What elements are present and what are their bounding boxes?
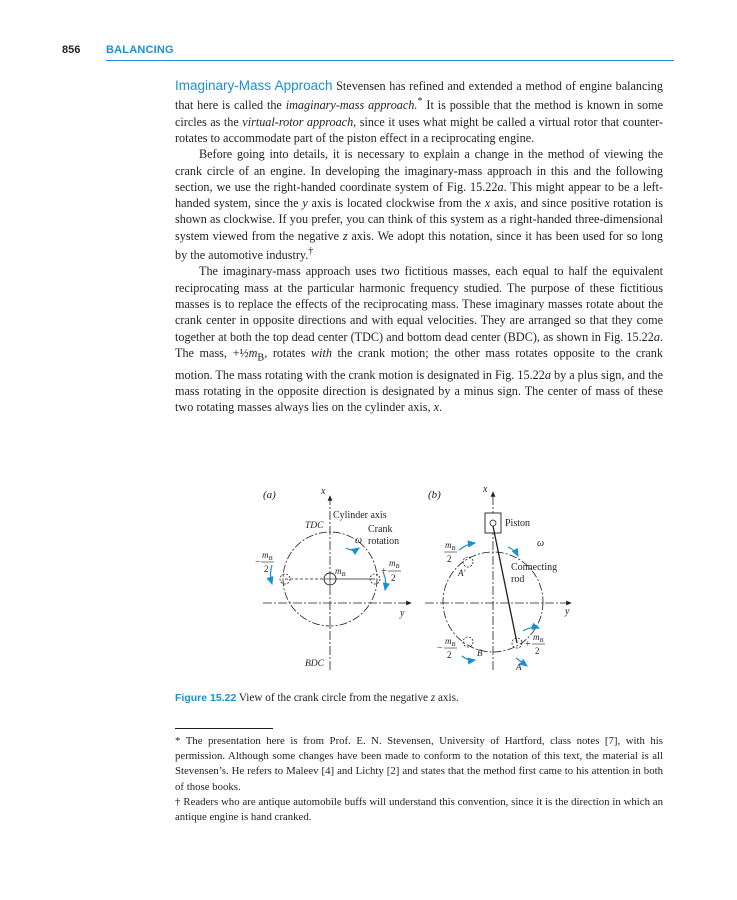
a-prime-label: A′ — [458, 568, 466, 578]
y-axis-b-label: y — [565, 606, 570, 617]
svg-text:2: 2 — [447, 650, 452, 660]
y-axis-a-label: y — [400, 608, 405, 619]
cylinder-axis-label: Cylinder axis — [333, 510, 387, 521]
section-heading: Imaginary-Mass Approach — [175, 78, 333, 93]
svg-text:2: 2 — [264, 564, 269, 574]
footnotes — [175, 734, 663, 825]
piston-label: Piston — [505, 518, 531, 529]
omega-a: ω — [355, 535, 363, 546]
right-mass-arrow — [523, 627, 539, 631]
paragraph-1: Imaginary-Mass Approach Stevensen has refined and extended a method of engine balancing that here is called the imaginary-mass approach.* It is possible that the method is known in some circles as the virtual-rotor approach, since it uses what might be called a virtual rotor that counter-rotates to accommodate part of the piston effect in a reciprocating engine. — [175, 78, 664, 145]
panel-b — [425, 484, 571, 672]
footnote-rule — [175, 728, 273, 729]
caption-label: Figure 15.22 — [175, 692, 237, 704]
svg-text:−: − — [437, 643, 443, 654]
lower-mass-arrow — [462, 656, 475, 660]
running-head: BALANCING — [106, 44, 174, 56]
crank-rotation-arrow — [346, 548, 359, 550]
paragraph-2: Before going into details, it is necessary to explain a change in the method of viewing the crank circle of an engine. In developing the imaginary-mass approach in this and the following section, we use the right-handed coordinate system of Fig. 15.22a. This might appear to be a left-handed system, since the y axis is located clockwise from the x axis, and since positive rotation is shown as clockwise. If you prefer, you can think of this system as a right-handed three-dimensional system viewed from the negative z axis. We adopt this notation, since it has been used for so long by the automotive industry.† — [175, 147, 664, 263]
panel-a-label: (a) — [263, 489, 276, 501]
body-text — [175, 78, 663, 416]
header-rule — [106, 60, 674, 61]
page-header — [62, 44, 674, 64]
footnote-1: * The presentation here is from Prof. E. N. Stevensen, University of Hartford, class notes [7], with his permission. Although some changes have been made to conform to the notation of this text, the material is all Stevensen’s. He refers to Maleev [4] and Lichty [2] and states that the method first came to his attention in both of those books. — [175, 735, 663, 793]
crank-label: Crank — [368, 524, 393, 535]
svg-text:+: + — [525, 639, 531, 650]
plus-mb-label: $m_B$ — [389, 558, 400, 570]
x-axis-a-label: x — [321, 486, 326, 497]
page-number: 856 — [62, 44, 81, 56]
svg-text:2: 2 — [447, 554, 452, 564]
lower-mb-label: $m_B$ — [445, 636, 456, 648]
panel-a — [255, 486, 411, 670]
omega-b: ω — [537, 538, 545, 549]
panel-b-label: (b) — [428, 489, 441, 501]
piston — [485, 513, 501, 533]
tdc-label: TDC — [305, 521, 324, 531]
rotation-label: rotation — [368, 536, 400, 547]
footnote-ref-asterisk: * — [417, 96, 423, 108]
footnote-2: † Readers who are antique automobile buffs will understand this convention, since it is the direction in which an antique engine is hand cranked. — [175, 795, 663, 824]
svg-text:+: + — [381, 566, 387, 577]
connecting-label: Connecting — [511, 562, 558, 573]
mass-a-prime — [463, 557, 473, 567]
b-label: B — [477, 648, 483, 658]
figure-diagram — [175, 480, 663, 690]
svg-text:2: 2 — [535, 646, 540, 656]
paragraph-3: The imaginary-mass approach uses two fictitious masses, each equal to half the equivalent reciprocating mass at the particular harmonic frequency studied. The purpose of these fictitious masses is to replace the effects of the reciprocating mass. These imaginary masses rotate about the crank center in opposite directions and with equal velocities. They are arranged so that they come together at both the top dead center (TDC) and bottom dead center (BDC), as shown in Fig. 15.22a. The mass, $+\frac{1}{2}m_B$, rotates with the crank motion; the other mass rotates opposite to the crank motion. The mass rotating with the crank motion is designated in Fig. 15.22a by a plus sign, and the mass rotating in the opposite direction is designated by a minus sign. The center of mass of these two rotating masses always lies on the cylinder axis, x. — [175, 264, 663, 415]
upper-mass-arrow — [459, 543, 475, 550]
svg-text:−: − — [255, 557, 261, 568]
upper-mb-label: $m_B$ — [445, 540, 456, 552]
a-label: A — [516, 662, 522, 672]
x-axis-b-label: x — [483, 484, 488, 495]
footnote-ref-dagger: † — [308, 246, 314, 258]
bdc-label: BDC — [305, 659, 324, 669]
figure-15-22 — [175, 480, 663, 690]
rod-label: rod — [511, 574, 525, 585]
minus-mass-arrow — [271, 565, 273, 584]
right-mb-label: $m_B$ — [533, 632, 544, 644]
minus-mb-label: $m_B$ — [262, 550, 273, 562]
svg-text:2: 2 — [391, 573, 396, 583]
center-mb-a: $m_B$ — [335, 566, 346, 578]
figure-caption: Figure 15.22 View of the crank circle from the negative z axis. — [175, 692, 459, 704]
